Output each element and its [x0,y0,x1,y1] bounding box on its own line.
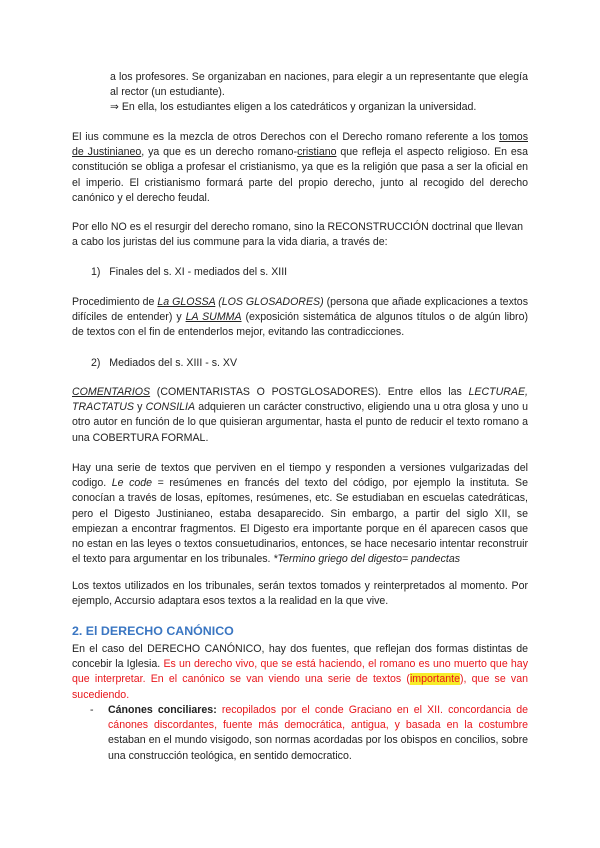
highlighted-term: importante [409,673,460,686]
text-arrow-note: ⇒ En ella, los estudiantes eligen a los catedráticos y organizan la universidad. [110,101,477,114]
underlined-term: LA SUMMA [185,311,242,324]
paragraph-tribunales: Los textos utilizados en los tribunales, serán textos tomados y reinterpretados al momento. Por ejemplo, Accursio adaptara esos textos a la realidad en la que vive. [72,580,528,608]
footnote-text: *Termino griego del digesto= pandectas [273,553,461,566]
underlined-term: COMENTARIOS [72,386,151,398]
underlined-term: cristiano [297,146,337,159]
paragraph-glossa: Procedimiento de La GLOSSA (LOS GLOSADORES) (persona que añade explicaciones a textos difíciles de entender) y LA SUMMA (exposición sistemática de algunos títulos o de algún libro) de textos con el fin de entenderlos mejor, evitando las contradicciones. [72,296,528,339]
paragraph-derecho-canonico: En el caso del DERECHO CANÓNICO, hay dos fuentes, que reflejan dos formas distintas de concebir la Iglesia. Es un derecho vivo, que se está haciendo, el romano es uno muerto que hay que interpretar. En el canónico se van viendo una serie de textos (importante), que se van sucediendo. [72,643,528,701]
paragraph-reconstruccion: Por ello NO es el resurgir del derecho romano, sino la RECONSTRUCCIÓN doctrinal que llevan a cabo los juristas del ius commune para la vida diaria, a través de: [72,221,524,249]
paragraph-le-code: Hay una serie de textos que perviven en el tiempo y responden a versiones vulgarizadas del codigo. Le code = resúmenes en francés del texto del código, por ejemplo la instituta. Se conocían a través de losas, epítomes, resúmenes, etc. Se estudiaban en escuelas catedráticas, pero el Digesto Justinianeo, estaba desaparecido. Sin embargo, a partir del siglo XII, se empiezan a encontrar fragmentos. El Digesto era importante porque en él aparecen casos que no estan en las leyes o textos consuetudinarios, entonces, se hace necesario intentar reconstruir el texto para argumentar en los tribunales. *Termino griego del digesto= pandectas [72,462,528,566]
section-heading: 2. El DERECHO CANÓNICO [72,624,234,638]
underlined-term: La GLOSSA [157,296,216,308]
paragraph-comentarios: COMENTARIOS (COMENTARISTAS O POSTGLOSADORES). Entre ellos las LECTURAE, TRACTATUS y CONSILIA adquieren un carácter constructivo, eligiendo una u otra glosa y uno u otro autor en función de lo que quisieran argumentar, hasta el punto de reducir el texto romano a una COBERTURA FORMAL. [72,386,528,444]
bullet-dash: - [90,704,94,716]
numbered-item-2: 2) Mediados del s. XIII - s. XV [91,357,238,369]
text: a los profesores. Se organizaban en naciones, para elegir a un representante que elegía al rector (un estudiante). [110,71,528,99]
paragraph-continued [110,70,528,116]
paragraph-ius-commune: El ius commune es la mezcla de otros Derechos con el Derecho romano referente a los tomos de Justinianeo, ya que es un derecho romano-cristiano que refleja el aspecto religioso. En esa constitución se obliga a profesar el cristianismo, ya que es la religión que pasa a ser la oficial en el imperio. El cristianismo formará parte del propio derecho, junto al recogido del derecho canónico y el derecho feudal. [72,131,528,204]
bullet-title: Cánones conciliares: [108,704,217,716]
bullet-item-canones: Cánones conciliares: recopilados por el conde Graciano en el XII. concordancia de cánones discordantes, fuente más democrática, antigua, y basada en la costumbre estaban en el mundo visigodo, son normas acordadas por los obispos en concilios, sobre una construcción teológica, en sentido democratico. [108,704,528,762]
numbered-item-1: 1) Finales del s. XI - mediados del s. XIII [91,266,288,278]
underlined-term: tomos de Justinianeo [72,131,528,159]
